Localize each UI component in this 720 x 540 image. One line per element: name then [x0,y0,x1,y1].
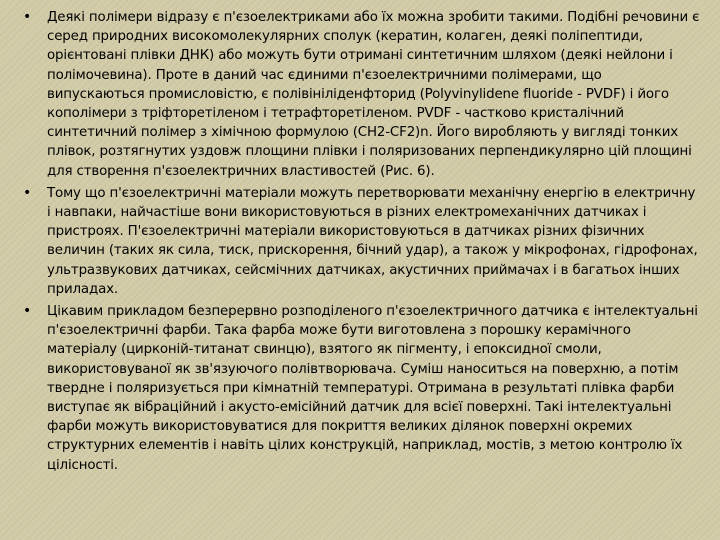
bullet-item-applications [20,184,700,299]
bullet-point-icon: • [23,184,32,201]
bullet-text-applications: Тому що п'єзоелектричні матеріали можуть перетворювати механічну енергію в електричну і навпаки, найчастіше вони використовуються в різних електромеханічних датчиках і пристроях. П'єзоелектричні матеріали використовуються в датчиках різних фізичних величин (таких як сила, тиск, прискорення, бічний удар), а також у мікрофонах, гідрофонах, ультразвукових датчиках, сейсмічних датчиках, акустичних приймачах і в багатьох інших приладах. [47,185,698,297]
bullet-point-icon: • [23,303,32,320]
bullet-text-polymers: Деякі полімери відразу є п'єзоелектриками або їх можна зробити такими. Подібні речовини є серед природних високомолекулярних сполук (кератин, колаген, деякі поліпептиди, орієнтовані плівки ДНК) або можуть бути отримані синтетичним шляхом (деякі нейлони і полімочевина). Проте в даний час єдиними п'єзоелектричними полімерами, що випускаються промисловістю, є полівініліденфторид (Polyvinylidene fluoride - PVDF) і його кополімери з тріфторетіленом і тетрафторетіленом. PVDF - частково кристалічний синтетичний полімер з хімічною формулою (CH2-CF2)n. Його виробляють у вигляді тонких плівок, розтягнутих уздовж площини плівки і поляризованих перпендикулярно цій площині для створення п'єзоелектричних властивостей (Рис. 6). [47,10,700,179]
bullet-item-smart-paints [20,302,700,475]
bullet-text-smart-paints: Цікавим прикладом безперервно розподіленого п'єзоелектричного датчика є інтелектуальні п'єзоелектричні фарби. Така фарба може бути виготовлена з порошку керамічного матеріалу (цирконій-титанат свинцю), взятого як пігменту, і епоксидної смоли, використовуваної як зв'язуючого полівтворювача. Суміш наноситься на поверхню, а потім твердне і поляризується при кімнатній температурі. Отримана в результаті плівка фарби виступає як вібраційний і акусто-емісійний датчик для всієї поверхні. Такі інтелектуальні фарби можуть використовуватися для покриття великих ділянок поверхні окремих структурних елементів і навіть цілих конструкцій, наприклад, мостів, з метою контролю їх цілісності. [47,304,698,473]
bullet-list [20,8,700,478]
bullet-point-icon: • [23,9,32,25]
bullet-item-polymers [20,8,700,181]
